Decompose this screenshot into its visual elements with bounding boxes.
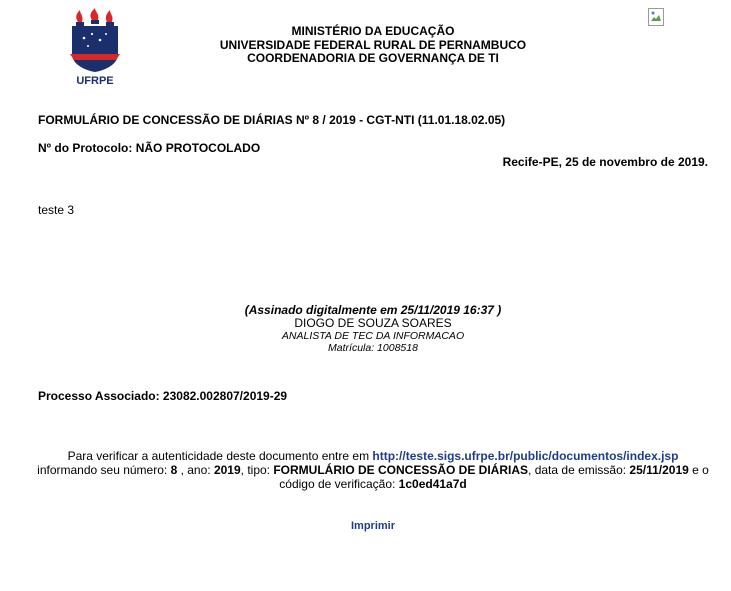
form-title: FORMULÁRIO DE CONCESSÃO DE DIÁRIAS Nº 8 / 2019 - CGT-NTI (11.01.18.02.05) (38, 113, 506, 127)
verify-emission: 25/11/2019 (629, 463, 689, 477)
svg-text:UFRPE: UFRPE (76, 75, 114, 87)
verify-url-link[interactable]: http://teste.sigs.ufrpe.br/public/documentos/index.jsp (372, 449, 679, 463)
body-text: teste 3 (38, 203, 75, 217)
header-ministry: MINISTÉRIO DA EDUCAÇÃO (291, 24, 455, 38)
verify-type: FORMULÁRIO DE CONCESSÃO DE DIÁRIAS (273, 463, 529, 477)
signer-name: DIOGO DE SOUZA SOARES (294, 316, 452, 330)
verify-code-label: e o código de verificação: (279, 463, 709, 491)
header-university: UNIVERSIDADE FEDERAL RURAL DE PERNAMBUCO (219, 37, 527, 52)
verify-year-label: , ano: (177, 463, 214, 477)
verify-code: 1c0ed41a7d (398, 477, 467, 491)
associated-process: Processo Associado: 23082.002807/2019-29 (38, 389, 288, 403)
signer-role: ANALISTA DE TEC DA INFORMACAO (281, 330, 465, 342)
signer-registration: Matrícula: 1008518 (328, 342, 418, 354)
signed-digitally-line: (Assinado digitalmente em 25/11/2019 16:37 ) (244, 303, 502, 317)
verify-emission-label: , data de emissão: (528, 463, 630, 477)
place-date: Recife-PE, 25 de novembro de 2019. (502, 155, 708, 169)
verify-year: 2019 (213, 463, 241, 477)
verify-intro: Para verificar a autenticidade deste documento entre em (67, 449, 373, 463)
verify-number-label: informando seu número: (37, 463, 171, 477)
protocol-number: Nº do Protocolo: NÃO PROTOCOLADO (38, 141, 261, 155)
verify-type-label: , tipo: (240, 463, 274, 477)
verification-notice (30, 449, 716, 491)
verify-number: 8 (170, 463, 178, 477)
broken-image-icon (648, 8, 664, 26)
header-department: COORDENADORIA DE GOVERNANÇA DE TI (247, 51, 499, 65)
document-header (0, 25, 731, 66)
print-link[interactable]: Imprimir (350, 520, 395, 532)
print-container (0, 520, 731, 532)
signature-block (0, 303, 731, 354)
